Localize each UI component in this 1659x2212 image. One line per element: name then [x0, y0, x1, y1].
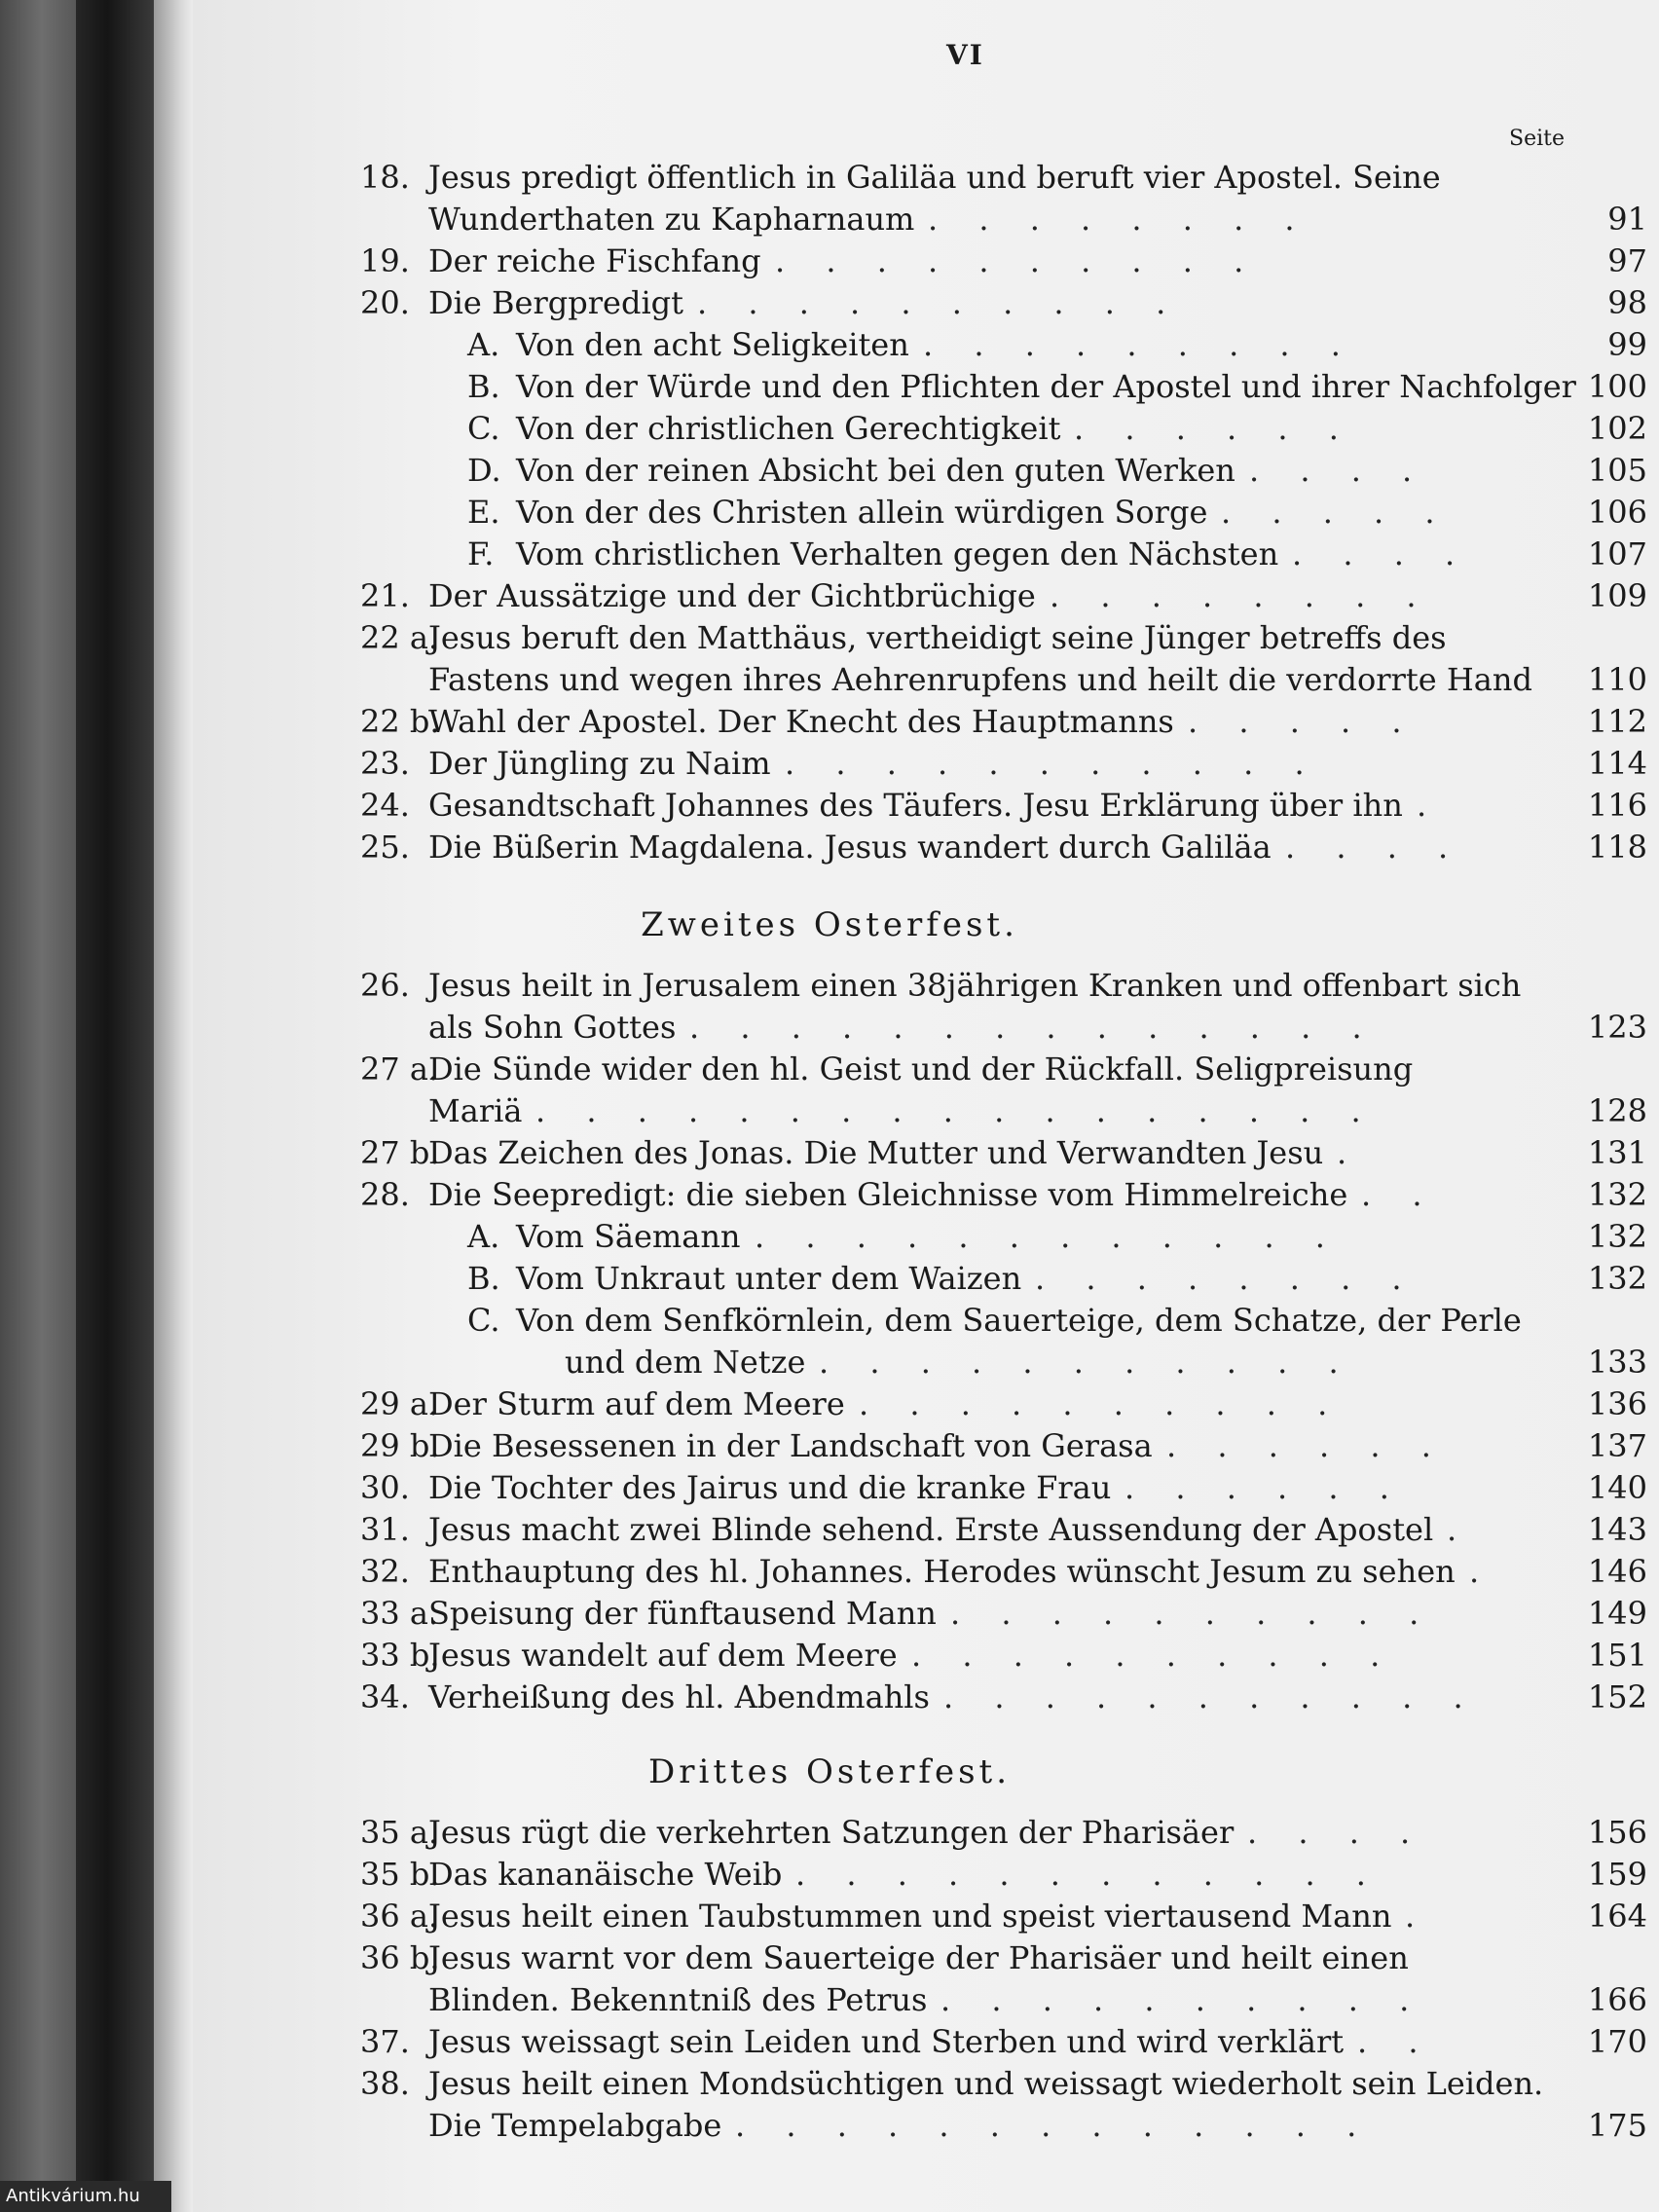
- toc-entry: [360, 533, 1647, 575]
- toc-entry-number: 36 b.: [360, 1939, 440, 1976]
- toc-entry-number: 26.: [360, 967, 410, 1004]
- toc-entry-number: 35 a.: [360, 1814, 439, 1851]
- toc-entry-title: und dem Netze: [565, 1344, 806, 1381]
- toc-entry: [360, 281, 1647, 324]
- toc-entry-page: 166: [1587, 1981, 1647, 2018]
- toc-entry-title: Von der des Christen allein würdigen Sorge: [516, 494, 1208, 531]
- toc-entry: [360, 323, 1647, 366]
- toc-leader-dots: . .: [1357, 2023, 1434, 2060]
- toc-entry-title: Vom Säemann: [516, 1218, 741, 1255]
- toc-entry-number: F.: [467, 535, 495, 572]
- toc-entry-title: Die Tochter des Jairus und die kranke Frau: [428, 1469, 1112, 1506]
- toc-leader-dots: . . . . . . . . .: [923, 326, 1356, 363]
- toc-entry-title: Der Aussätzige und der Gichtbrüchige: [428, 577, 1036, 614]
- toc-entry-page: 114: [1587, 745, 1647, 782]
- toc-entry-title: Fastens und wegen ihres Aehrenrupfens und heilt die verdorrte Hand: [428, 661, 1532, 698]
- toc-entry: [360, 1215, 1647, 1258]
- toc-entry-title: Die Büßerin Magdalena. Jesus wandert durch Galiläa: [428, 829, 1272, 866]
- toc-leader-dots: . . . . . . . .: [1035, 1260, 1418, 1297]
- toc-entry-title: Jesus weissagt sein Leiden und Sterben und wird verklärt: [428, 2023, 1345, 2060]
- toc-entry-page: 131: [1587, 1134, 1647, 1171]
- toc-entry: [360, 1299, 1647, 1342]
- toc-leader-dots: . . . . . . . . . .: [911, 1637, 1396, 1674]
- toc-entry-number: B.: [467, 1260, 500, 1297]
- toc-entry: [360, 826, 1647, 868]
- toc-entry-page: 151: [1587, 1637, 1647, 1674]
- toc-entry: [360, 1634, 1647, 1677]
- section-heading-zweites-osterfest: Zweites Osterfest.: [641, 905, 1018, 944]
- toc-entry-number: C.: [467, 410, 500, 447]
- page-number: VI: [946, 39, 984, 71]
- toc-leader-dots: . .: [1361, 1176, 1438, 1213]
- toc-entry-title: Von der reinen Absicht bei den guten Werken: [516, 452, 1235, 489]
- toc-leader-dots: .: [1447, 1511, 1473, 1548]
- toc-leader-dots: . . . . . .: [1124, 1469, 1405, 1506]
- toc-entry-title: Mariä: [428, 1092, 523, 1129]
- toc-entry-number: 29 a.: [360, 1385, 439, 1422]
- toc-entry-number: 24.: [360, 787, 410, 824]
- toc-leader-dots: . . . . . . . .: [928, 201, 1310, 238]
- toc-leader-dots: . . . . . . . .: [1050, 577, 1432, 614]
- toc-entry-page: 123: [1587, 1009, 1647, 1046]
- toc-entry: [360, 616, 1647, 659]
- toc-entry: [360, 1089, 1647, 1132]
- toc-entry-number: 28.: [360, 1176, 410, 1213]
- toc-entry-title: Jesus warnt vor dem Sauerteige der Pharisäer und heilt einen: [428, 1939, 1409, 1976]
- toc-leader-dots: . . . . .: [1188, 703, 1418, 740]
- toc-entry: [360, 964, 1647, 1007]
- toc-entry: [360, 784, 1647, 827]
- toc-entry: [360, 742, 1647, 785]
- toc-entry: [360, 1508, 1647, 1551]
- toc-entry-title: Jesus predigt öffentlich in Galiläa und beruft vier Apostel. Seine: [428, 159, 1441, 196]
- toc-leader-dots: . . . . . . . . . .: [940, 1981, 1425, 2018]
- book-spine: [0, 0, 76, 2212]
- toc-entry: [360, 1978, 1647, 2021]
- toc-entry-title: Gesandtschaft Johannes des Täufers. Jesu Erklärung über ihn: [428, 787, 1403, 824]
- toc-leader-dots: . . . . . . . . . .: [697, 284, 1182, 321]
- toc-entry-page: 137: [1587, 1427, 1647, 1464]
- toc-entry-page: 159: [1587, 1856, 1647, 1893]
- toc-entry-title: Die Tempelabgabe: [428, 2107, 722, 2144]
- toc-entry: [360, 1424, 1647, 1467]
- toc-entry-number: 22 a.: [360, 619, 439, 656]
- toc-leader-dots: . . . . . . . . . . .: [819, 1344, 1354, 1381]
- toc-entry: [360, 1811, 1647, 1854]
- toc-entry-number: 21.: [360, 577, 410, 614]
- toc-entry-number: 20.: [360, 284, 410, 321]
- toc-entry-number: C.: [467, 1302, 500, 1339]
- toc-entry-title: Von den acht Seligkeiten: [516, 326, 909, 363]
- toc-entry-title: Das kananäische Weib: [428, 1856, 783, 1893]
- toc-leader-dots: . . . . . . . . . . . .: [795, 1856, 1382, 1893]
- toc-entry-page: 170: [1587, 2023, 1647, 2060]
- toc-entry: [360, 1895, 1647, 1937]
- toc-entry-page: 106: [1587, 494, 1647, 531]
- toc-leader-dots: . . . .: [1292, 535, 1471, 572]
- toc-entry-number: E.: [467, 494, 500, 531]
- toc-leader-dots: . . . . . . . . . . . . .: [735, 2107, 1373, 2144]
- toc-leader-dots: .: [1469, 1553, 1495, 1590]
- toc-leader-dots: . . . . . . . . . . . . . . . . .: [535, 1092, 1377, 1129]
- toc-entry-number: A.: [467, 1218, 500, 1255]
- toc-entry-page: 136: [1587, 1385, 1647, 1422]
- toc-entry-page: 118: [1587, 829, 1647, 866]
- toc-entry-page: 98: [1607, 284, 1647, 321]
- toc-leader-dots: . . . . . .: [1166, 1427, 1447, 1464]
- toc-entry-page: 99: [1607, 326, 1647, 363]
- toc-leader-dots: . . . . . . . . . .: [950, 1595, 1435, 1632]
- toc-entry: [360, 1592, 1647, 1635]
- toc-entry-page: 128: [1587, 1092, 1647, 1129]
- toc-entry-page: 105: [1587, 452, 1647, 489]
- toc-leader-dots: .: [1337, 1134, 1363, 1171]
- toc-entry-number: 34.: [360, 1678, 410, 1715]
- toc-entry: [360, 1131, 1647, 1174]
- toc-entry: [360, 1048, 1647, 1090]
- page-gutter: [154, 0, 193, 2212]
- toc-entry-number: 33 a.: [360, 1595, 439, 1632]
- toc-entry-page: 146: [1587, 1553, 1647, 1590]
- toc-entry-title: Von der Würde und den Pflichten der Apostel und ihrer Nachfolger: [516, 368, 1576, 405]
- toc-entry-title: Von dem Senfkörnlein, dem Sauerteige, dem Schatze, der Perle: [516, 1302, 1522, 1339]
- toc-entry: [360, 2104, 1647, 2147]
- toc-entry-title: Jesus heilt in Jerusalem einen 38jährigen Kranken und offenbart sich: [428, 967, 1522, 1004]
- toc-entry: [360, 574, 1647, 617]
- toc-entry-title: Die Sünde wider den hl. Geist und der Rückfall. Seligpreisung: [428, 1051, 1414, 1088]
- toc-entry-title: Jesus heilt einen Taubstummen und speist viertausend Mann: [428, 1898, 1392, 1935]
- toc-leader-dots: . . . . .: [1221, 494, 1451, 531]
- toc-entry-number: B.: [467, 368, 500, 405]
- toc-entry-number: 27 b.: [360, 1134, 440, 1171]
- toc-entry: [360, 1382, 1647, 1425]
- toc-entry: [360, 491, 1647, 534]
- toc-leader-dots: . . . . . . . . . . . .: [755, 1218, 1341, 1255]
- toc-entry-page: 107: [1587, 535, 1647, 572]
- toc-entry-title: Die Seepredigt: die sieben Gleichnisse vom Himmelreiche: [428, 1176, 1348, 1213]
- toc-leader-dots: . . . . . . . . . . . . . .: [689, 1009, 1378, 1046]
- toc-entry: [360, 407, 1647, 450]
- toc-entry-number: 33 b.: [360, 1637, 440, 1674]
- toc-entry: [360, 2062, 1647, 2105]
- toc-entry: [360, 240, 1647, 282]
- toc-leader-dots: .: [1417, 787, 1443, 824]
- watermark: Antikvárium.hu: [0, 2181, 171, 2212]
- seite-label: Seite: [1509, 127, 1565, 151]
- toc-entry-page: 156: [1587, 1814, 1647, 1851]
- toc-entry-number: D.: [467, 452, 501, 489]
- toc-entry-title: Jesus beruft den Matthäus, vertheidigt seine Jünger betreffs des: [428, 619, 1447, 656]
- toc-entry-number: 19.: [360, 242, 410, 279]
- toc-entry-page: 91: [1607, 201, 1647, 238]
- toc-entry-title: als Sohn Gottes: [428, 1009, 677, 1046]
- toc-entry: [360, 198, 1647, 240]
- toc-entry-page: 132: [1587, 1218, 1647, 1255]
- toc-entry-number: 23.: [360, 745, 410, 782]
- toc-leader-dots: . . . . . . . . . .: [859, 1385, 1344, 1422]
- toc-entry-title: Vom christlichen Verhalten gegen den Nächsten: [516, 535, 1279, 572]
- toc-entry-title: Vom Unkraut unter dem Waizen: [516, 1260, 1022, 1297]
- toc-entry-page: 143: [1587, 1511, 1647, 1548]
- toc-entry-title: Enthauptung des hl. Johannes. Herodes wünscht Jesum zu sehen: [428, 1553, 1456, 1590]
- toc-entry: [360, 156, 1647, 199]
- toc-entry-title: Wahl der Apostel. Der Knecht des Hauptmanns: [428, 703, 1174, 740]
- toc-leader-dots: .: [1405, 1898, 1431, 1935]
- toc-entry-number: 38.: [360, 2065, 410, 2102]
- toc-entry-number: 30.: [360, 1469, 410, 1506]
- toc-entry-page: 133: [1587, 1344, 1647, 1381]
- toc-entry-page: 140: [1587, 1469, 1647, 1506]
- toc-entry-title: Das Zeichen des Jonas. Die Mutter und Verwandten Jesu: [428, 1134, 1324, 1171]
- toc-entry: [360, 1006, 1647, 1049]
- toc-entry: [360, 1466, 1647, 1509]
- toc-entry: [360, 658, 1647, 701]
- toc-leader-dots: . . . . . . . . . .: [775, 242, 1260, 279]
- toc-entry: [360, 449, 1647, 492]
- toc-leader-dots: . . . .: [1285, 829, 1464, 866]
- toc-entry: [360, 1173, 1647, 1216]
- book-binding-edge: [76, 0, 154, 2212]
- toc-entry-page: 100: [1587, 368, 1647, 405]
- toc-leader-dots: . . . .: [1249, 452, 1428, 489]
- toc-entry-page: 112: [1587, 703, 1647, 740]
- toc-entry-page: 164: [1587, 1898, 1647, 1935]
- toc-entry-title: Jesus rügt die verkehrten Satzungen der Pharisäer: [428, 1814, 1235, 1851]
- toc-entry-page: 110: [1587, 661, 1647, 698]
- toc-entry-title: Jesus macht zwei Blinde sehend. Erste Aussendung der Apostel: [428, 1511, 1434, 1548]
- toc-entry-title: Jesus heilt einen Mondsüchtigen und weissagt wiederholt sein Leiden.: [428, 2065, 1544, 2102]
- toc-entry: [360, 700, 1647, 743]
- toc-entry-page: 132: [1587, 1176, 1647, 1213]
- toc-entry-title: Jesus wandelt auf dem Meere: [428, 1637, 898, 1674]
- toc-entry-page: 109: [1587, 577, 1647, 614]
- toc-entry: [360, 1550, 1647, 1593]
- toc-entry-number: 36 a.: [360, 1898, 439, 1935]
- toc-leader-dots: . . . . . .: [1074, 410, 1354, 447]
- toc-entry-number: 31.: [360, 1511, 410, 1548]
- toc-entry-number: A.: [467, 326, 500, 363]
- toc-entry: [360, 1341, 1647, 1383]
- toc-entry-number: 32.: [360, 1553, 410, 1590]
- toc-leader-dots: . . . . . . . . . . .: [785, 745, 1320, 782]
- toc-entry-title: Der Jüngling zu Naim: [428, 745, 771, 782]
- toc-entry-page: 97: [1607, 242, 1647, 279]
- toc-entry-page: 175: [1587, 2107, 1647, 2144]
- toc-entry-page: 132: [1587, 1260, 1647, 1297]
- toc-entry: [360, 365, 1647, 408]
- toc-entry-title: Der Sturm auf dem Meere: [428, 1385, 845, 1422]
- toc-entry-number: 29 b.: [360, 1427, 440, 1464]
- toc-leader-dots: . . . .: [1247, 1814, 1426, 1851]
- toc-entry-page: 149: [1587, 1595, 1647, 1632]
- toc-entry-title: Blinden. Bekenntniß des Petrus: [428, 1981, 928, 2018]
- toc-entry: [360, 1676, 1647, 1718]
- toc-leader-dots: . . . . . . . . . . .: [943, 1678, 1479, 1715]
- toc-entry-title: Von der christlichen Gerechtigkeit: [516, 410, 1061, 447]
- toc-entry-number: 18.: [360, 159, 410, 196]
- toc-entry: [360, 1257, 1647, 1300]
- toc-entry: [360, 1853, 1647, 1896]
- toc-entry: [360, 1936, 1647, 1979]
- toc-entry-number: 27 a.: [360, 1051, 439, 1088]
- toc-entry-title: Wunderthaten zu Kapharnaum: [428, 201, 915, 238]
- toc-entry-title: Der reiche Fischfang: [428, 242, 761, 279]
- toc-entry-title: Die Besessenen in der Landschaft von Gerasa: [428, 1427, 1153, 1464]
- toc-entry-title: Verheißung des hl. Abendmahls: [428, 1678, 930, 1715]
- toc-entry-number: 25.: [360, 829, 410, 866]
- toc-entry: [360, 2020, 1647, 2063]
- toc-entry-number: 35 b.: [360, 1856, 440, 1893]
- toc-entry-number: 22 b.: [360, 703, 440, 740]
- toc-entry-title: Speisung der fünftausend Mann: [428, 1595, 937, 1632]
- toc-entry-number: 37.: [360, 2023, 410, 2060]
- toc-entry-page: 152: [1587, 1678, 1647, 1715]
- toc-entry-page: 116: [1587, 787, 1647, 824]
- toc-entry-title: Die Bergpredigt: [428, 284, 684, 321]
- toc-entry-page: 102: [1587, 410, 1647, 447]
- section-heading-drittes-osterfest: Drittes Osterfest.: [647, 1752, 1012, 1791]
